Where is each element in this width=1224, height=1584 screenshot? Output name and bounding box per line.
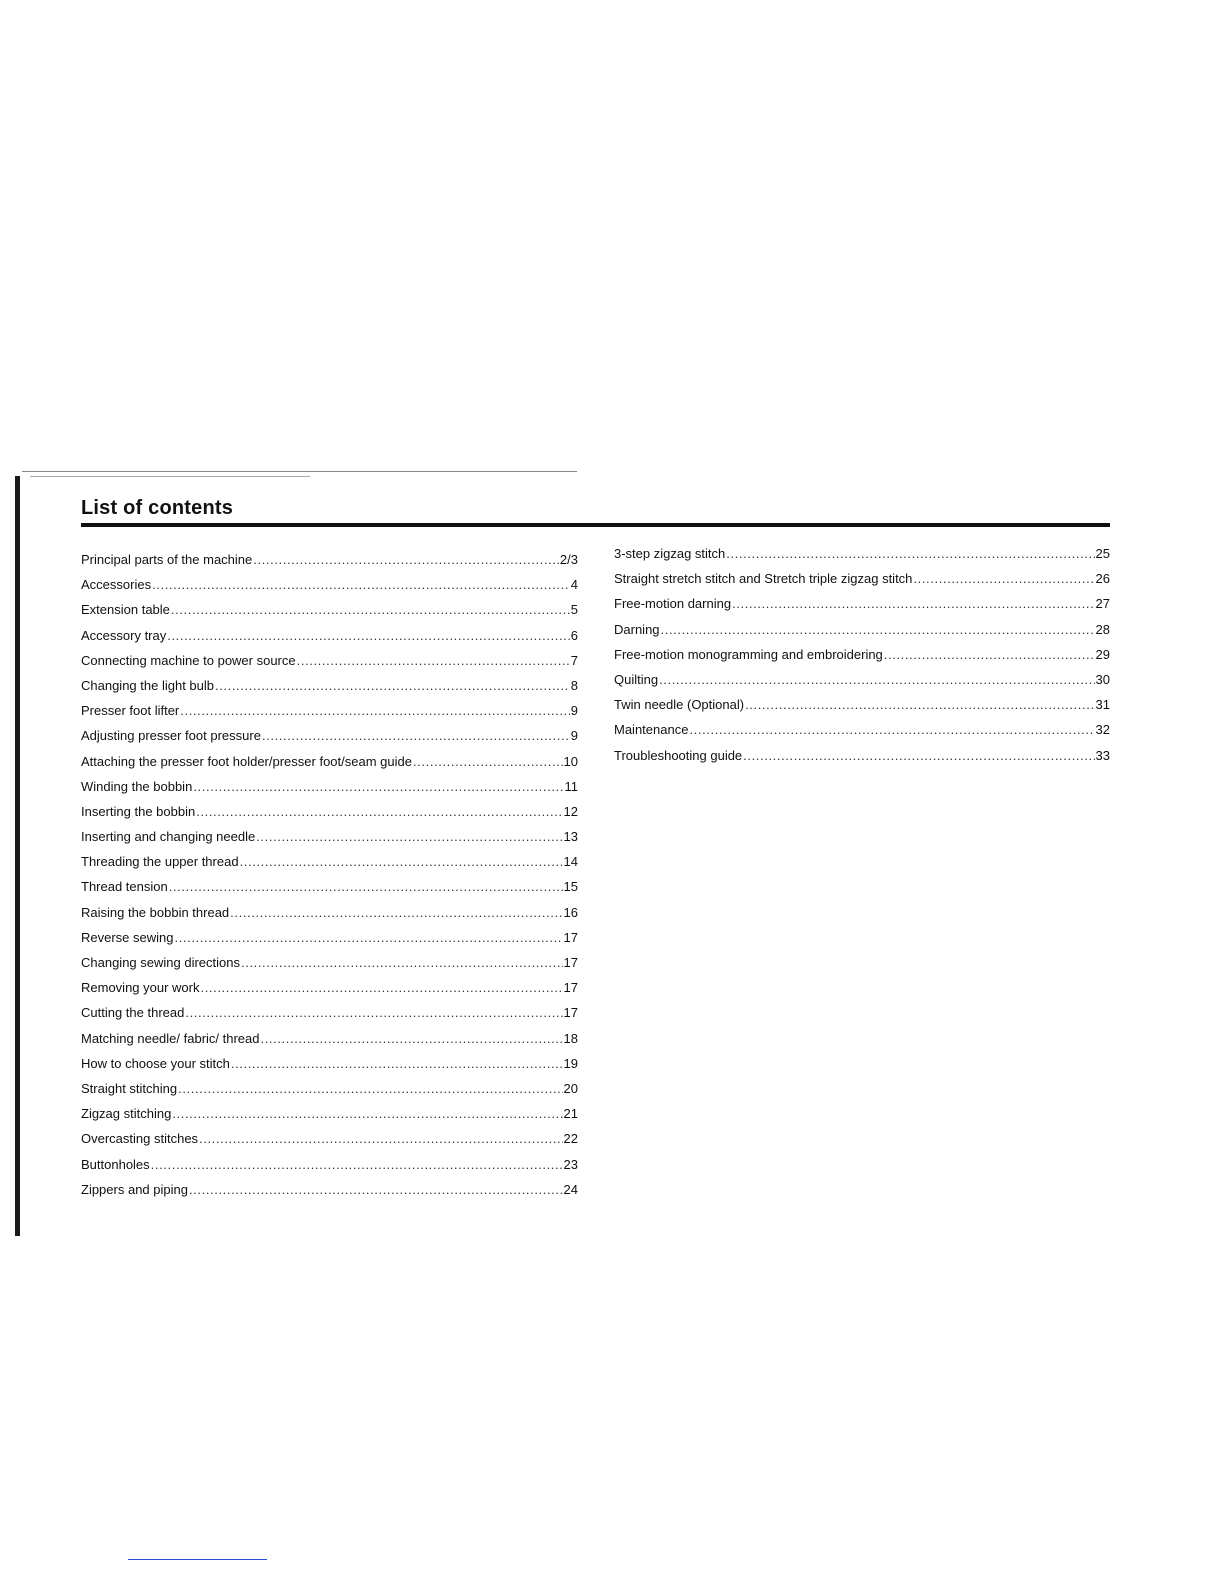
title-divider	[81, 523, 1110, 527]
toc-entry-label: Removing your work	[81, 980, 200, 996]
toc-leader-dots	[175, 930, 563, 945]
toc-entry-label: Quilting	[614, 671, 659, 687]
toc-leader-dots	[169, 879, 563, 894]
toc-leader-dots	[189, 1182, 563, 1197]
toc-entry-label: Threading the upper thread	[81, 854, 239, 870]
toc-entry[interactable]	[81, 552, 578, 577]
toc-entry[interactable]	[81, 930, 578, 955]
toc-entry[interactable]	[81, 1031, 578, 1056]
toc-entry-page: 8	[570, 677, 578, 693]
toc-entry-label: Presser foot lifter	[81, 703, 180, 719]
toc-entry[interactable]	[81, 577, 578, 602]
toc-entry[interactable]	[81, 955, 578, 980]
toc-leader-dots	[167, 628, 570, 643]
toc-entry-label: Accessory tray	[81, 627, 167, 643]
toc-entry-page: 6	[570, 627, 578, 643]
toc-entry-label: Free-motion darning	[614, 596, 732, 612]
toc-leader-dots	[196, 804, 562, 819]
toc-entry[interactable]	[81, 1056, 578, 1081]
toc-leader-dots	[726, 546, 1094, 561]
toc-leader-dots	[913, 571, 1094, 586]
top-thin-rule	[22, 471, 577, 472]
top-thin-rule-secondary	[30, 476, 310, 477]
toc-entry[interactable]	[81, 829, 578, 854]
toc-entry-page: 33	[1095, 747, 1110, 763]
toc-entry-label: Reverse sewing	[81, 929, 174, 945]
toc-entry-page: 22	[563, 1131, 578, 1147]
toc-entry[interactable]	[614, 596, 1110, 621]
toc-entry-label: Free-motion monogramming and embroidering	[614, 646, 883, 662]
toc-entry-label: Troubleshooting guide	[614, 747, 743, 763]
toc-entry-page: 17	[563, 980, 578, 996]
toc-entry-page: 11	[564, 778, 578, 794]
toc-entry-page: 15	[563, 879, 578, 895]
toc-entry-page: 27	[1095, 596, 1110, 612]
toc-entry-page: 24	[563, 1181, 578, 1197]
toc-entry-label: Adjusting presser foot pressure	[81, 728, 261, 744]
toc-leader-dots	[732, 596, 1094, 611]
toc-entry-label: Thread tension	[81, 879, 168, 895]
toc-leader-dots	[745, 697, 1094, 712]
toc-leader-dots	[171, 602, 570, 617]
toc-entry-page: 5	[570, 602, 578, 618]
toc-entry[interactable]	[614, 748, 1110, 773]
toc-leader-dots	[661, 622, 1095, 637]
toc-entry-page: 17	[563, 929, 578, 945]
toc-entry-label: Straight stitching	[81, 1080, 178, 1096]
toc-leader-dots	[231, 1056, 563, 1071]
toc-entry-page: 14	[563, 854, 578, 870]
toc-entry[interactable]	[81, 602, 578, 627]
toc-leader-dots	[743, 748, 1094, 763]
toc-leader-dots	[151, 1157, 563, 1172]
toc-entry-page: 20	[563, 1080, 578, 1096]
toc-entry-label: Darning	[614, 621, 660, 637]
scan-edge-bar	[15, 476, 20, 1236]
toc-entry-label: Zippers and piping	[81, 1181, 188, 1197]
toc-leader-dots	[297, 653, 570, 668]
toc-entry-page: 28	[1095, 621, 1110, 637]
toc-leader-dots	[152, 577, 570, 592]
toc-entry-page: 10	[563, 753, 578, 769]
toc-entry-label: Raising the bobbin thread	[81, 904, 230, 920]
toc-leader-dots	[199, 1131, 562, 1146]
toc-entry-page: 9	[570, 728, 578, 744]
toc-entry-label: How to choose your stitch	[81, 1055, 230, 1071]
toc-entry[interactable]	[81, 980, 578, 1005]
toc-leader-dots	[240, 854, 563, 869]
toc-entry-page: 16	[563, 904, 578, 920]
toc-leader-dots	[172, 1106, 562, 1121]
toc-entry[interactable]	[81, 905, 578, 930]
toc-entry-label: Twin needle (Optional)	[614, 697, 745, 713]
toc-entry[interactable]	[614, 571, 1110, 596]
toc-leader-dots	[201, 980, 563, 995]
toc-leader-dots	[689, 722, 1094, 737]
toc-entry[interactable]	[81, 854, 578, 879]
toc-entry[interactable]	[81, 1106, 578, 1131]
toc-entry-label: Attaching the presser foot holder/presser foot/seam guide	[81, 753, 412, 769]
toc-entry-label: Matching needle/ fabric/ thread	[81, 1030, 260, 1046]
toc-leader-dots	[185, 1005, 562, 1020]
toc-entry-page: 18	[563, 1030, 578, 1046]
toc-leader-dots	[241, 955, 563, 970]
toc-entry[interactable]	[81, 779, 578, 804]
toc-leader-dots	[180, 703, 570, 718]
toc-entry[interactable]	[81, 628, 578, 653]
toc-entry-page: 31	[1095, 697, 1110, 713]
toc-entry-page: 32	[1095, 722, 1110, 738]
toc-entry-page: 4	[570, 577, 578, 593]
toc-entry-page: 23	[563, 1156, 578, 1172]
toc-entry-page: 2/3	[559, 552, 578, 567]
toc-entry[interactable]	[81, 1157, 578, 1182]
toc-entry-page: 13	[563, 829, 578, 845]
toc-entry-page: 9	[570, 703, 578, 719]
toc-entry-page: 17	[563, 955, 578, 970]
toc-leader-dots	[256, 829, 562, 844]
toc-entry-label: Inserting and changing needle	[81, 829, 256, 845]
toc-entry[interactable]	[81, 653, 578, 678]
toc-entry-label: Changing the light bulb	[81, 677, 214, 693]
toc-leader-dots	[178, 1081, 562, 1096]
toc-entry[interactable]	[81, 1081, 578, 1106]
toc-entry[interactable]	[614, 647, 1110, 672]
contents-column-left	[81, 552, 578, 1207]
toc-leader-dots	[193, 779, 563, 794]
toc-entry-label: Connecting machine to power source	[81, 652, 296, 668]
toc-entry[interactable]	[614, 672, 1110, 697]
toc-entry[interactable]	[81, 754, 578, 779]
toc-entry-label: Principal parts of the machine	[81, 552, 253, 567]
toc-leader-dots	[253, 552, 559, 567]
toc-entry-page: 30	[1095, 671, 1110, 687]
toc-entry[interactable]	[614, 722, 1110, 747]
toc-entry[interactable]	[81, 879, 578, 904]
page-title: List of contents	[81, 497, 234, 519]
toc-entry[interactable]	[81, 1131, 578, 1156]
toc-leader-dots	[215, 678, 570, 693]
toc-entry[interactable]	[81, 1182, 578, 1207]
contents-column-right	[614, 546, 1110, 773]
toc-entry-label: Extension table	[81, 602, 170, 618]
toc-entry-page: 21	[563, 1106, 578, 1122]
bottom-link-underline	[128, 1559, 267, 1560]
toc-entry-label: Straight stretch stitch and Stretch triple zigzag stitch	[614, 571, 913, 587]
toc-entry-label: Buttonholes	[81, 1156, 150, 1172]
toc-entry[interactable]	[614, 622, 1110, 647]
toc-entry-page: 26	[1095, 571, 1110, 587]
toc-entry-label: Winding the bobbin	[81, 778, 193, 794]
toc-entry[interactable]	[81, 678, 578, 703]
toc-entry-label: Zigzag stitching	[81, 1106, 172, 1122]
toc-leader-dots	[659, 672, 1094, 687]
toc-entry-label: Maintenance	[614, 722, 689, 738]
toc-entry-label: Changing sewing directions	[81, 955, 240, 970]
toc-entry[interactable]	[614, 546, 1110, 571]
toc-entry-label: Overcasting stitches	[81, 1131, 199, 1147]
toc-entry[interactable]	[81, 804, 578, 829]
toc-leader-dots	[230, 905, 562, 920]
toc-entry-label: 3-step zigzag stitch	[614, 546, 726, 561]
toc-entry[interactable]	[614, 697, 1110, 722]
toc-leader-dots	[261, 1031, 563, 1046]
toc-entry-page: 7	[570, 652, 578, 668]
toc-leader-dots	[413, 754, 563, 769]
toc-entry-page: 25	[1095, 546, 1110, 561]
toc-entry-label: Accessories	[81, 577, 152, 593]
toc-leader-dots	[884, 647, 1095, 662]
toc-entry-label: Inserting the bobbin	[81, 803, 196, 819]
toc-entry[interactable]	[81, 703, 578, 728]
toc-entry[interactable]	[81, 728, 578, 753]
toc-entry-page: 29	[1095, 646, 1110, 662]
toc-entry-page: 12	[563, 803, 578, 819]
toc-entry-page: 19	[563, 1055, 578, 1071]
toc-entry-page: 17	[563, 1005, 578, 1021]
toc-entry[interactable]	[81, 1005, 578, 1030]
toc-entry-label: Cutting the thread	[81, 1005, 185, 1021]
toc-leader-dots	[262, 728, 570, 743]
